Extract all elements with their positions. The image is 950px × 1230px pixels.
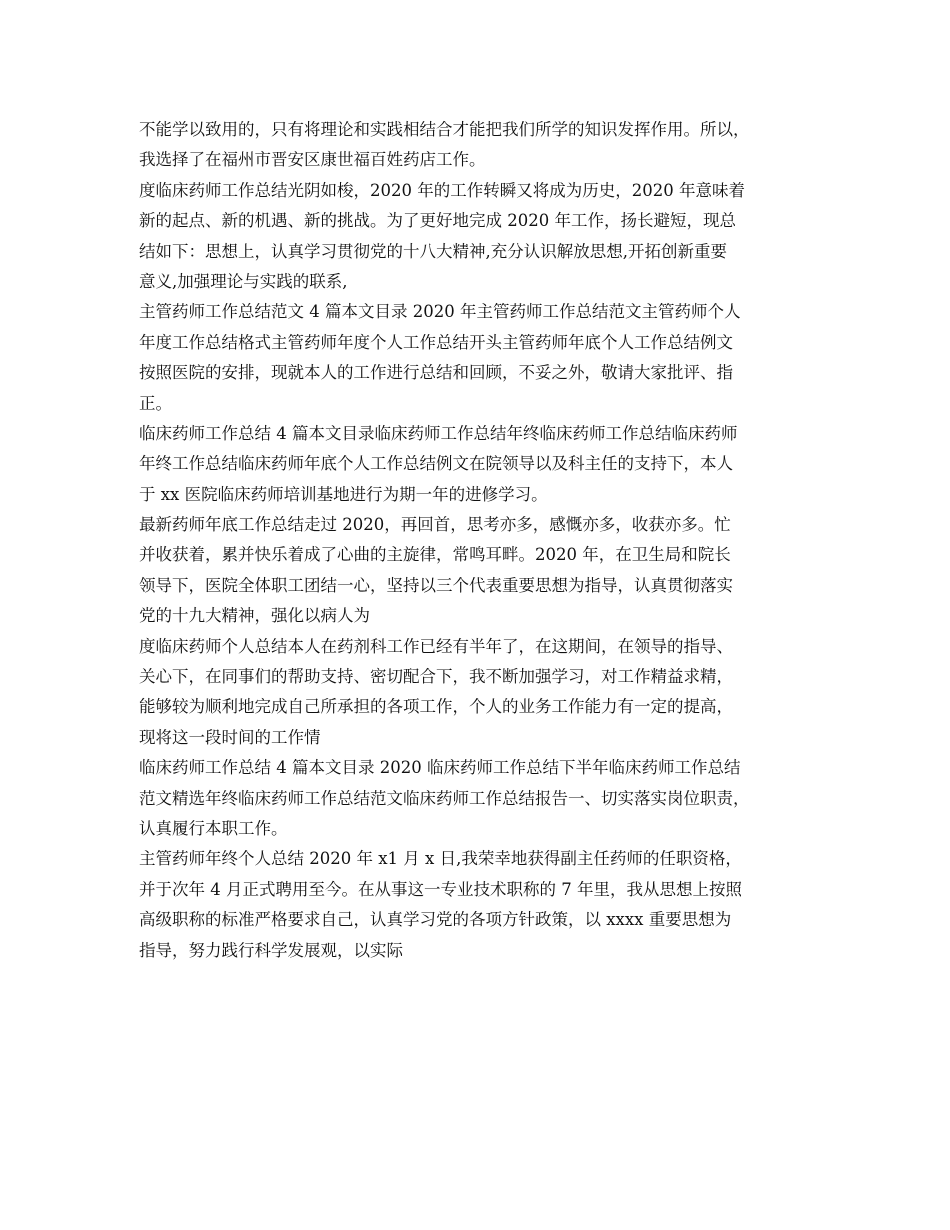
text-line: 并收获着，累并快乐着成了心曲的主旋律，常鸣耳畔。2020 年，在卫生局和院长 (139, 545, 731, 565)
text-line: 临床药师工作总结 4 篇本文目录临床药师工作总结年终临床药师工作总结临床药师 (139, 423, 738, 443)
text-line: 于 xx 医院临床药师培训基地进行为期一年的进修学习。 (139, 484, 548, 504)
text-line: 正。 (139, 393, 172, 413)
text-line: 主管药师年终个人总结 2020 年 x1 月 x 日,我荣幸地获得副主任药师的任职资格， (139, 849, 742, 869)
text-line: 度临床药师个人总结本人在药剂科工作已经有半年了，在这期间，在领导的指导、 (139, 636, 733, 656)
text-line: 主管药师工作总结范文 4 篇本文目录 2020 年主管药师工作总结范文主管药师个人 (139, 302, 741, 322)
text-line: 并于次年 4 月正式聘用至今。在从事这一专业技术职称的 7 年里，我从思想上按照 (139, 879, 742, 899)
text-line: 按照医院的安排，现就本人的工作进行总结和回顾，不妥之外，敬请大家批评、指 (139, 363, 733, 383)
text-line: 党的十九大精神，强化以病人为 (139, 606, 370, 626)
text-line: 临床药师工作总结 4 篇本文目录 2020 临床药师工作总结下半年临床药师工作总结 (139, 758, 741, 778)
text-line: 能够较为顺利地完成自己所承担的各项工作，个人的业务工作能力有一定的提高， (139, 697, 733, 717)
text-line: 年终工作总结临床药师年底个人工作总结例文在院领导以及科主任的支持下，本人 (139, 454, 733, 474)
text-line: 年度工作总结格式主管药师年度个人工作总结开头主管药师年底个人工作总结例文 (139, 332, 733, 352)
text-line: 我选择了在福州市晋安区康世福百姓药店工作。 (139, 150, 486, 170)
text-line: 范文精选年终临床药师工作总结范文临床药师工作总结报告一、切实落实岗位职责， (139, 788, 750, 808)
text-line: 新的起点、新的机遇、新的挑战。为了更好地完成 2020 年工作，扬长避短，现总 (139, 211, 736, 231)
text-line: 意义,加强理论与实践的联系, (139, 271, 348, 291)
text-line: 现将这一段时间的工作情 (139, 727, 321, 747)
text-line: 认真履行本职工作。 (139, 818, 288, 838)
text-line: 不能学以致用的，只有将理论和实践相结合才能把我们所学的知识发挥作用。所以， (139, 120, 750, 139)
document-body-text (139, 115, 829, 966)
text-line: 度临床药师工作总结光阴如梭，2020 年的工作转瞬又将成为历史，2020 年意味着 (139, 180, 745, 200)
text-line: 关心下，在同事们的帮助支持、密切配合下，我不断加强学习，对工作精益求精， (139, 667, 733, 687)
text-line: 领导下，医院全体职工团结一心，坚持以三个代表重要思想为指导，认真贯彻落实 (139, 575, 733, 595)
text-line: 指导，努力践行科学发展观，以实际 (139, 940, 403, 960)
text-line: 最新药师年底工作总结走过 2020，再回首，思考亦多，感慨亦多，收获亦多。忙 (139, 515, 731, 535)
text-line: 结如下：思想上，认真学习贯彻党的十八大精神,充分认识解放思想,开拓创新重要 (139, 241, 727, 261)
text-line: 高级职称的标准严格要求自己，认真学习党的各项方针政策，以 xxxx 重要思想为 (139, 910, 732, 930)
